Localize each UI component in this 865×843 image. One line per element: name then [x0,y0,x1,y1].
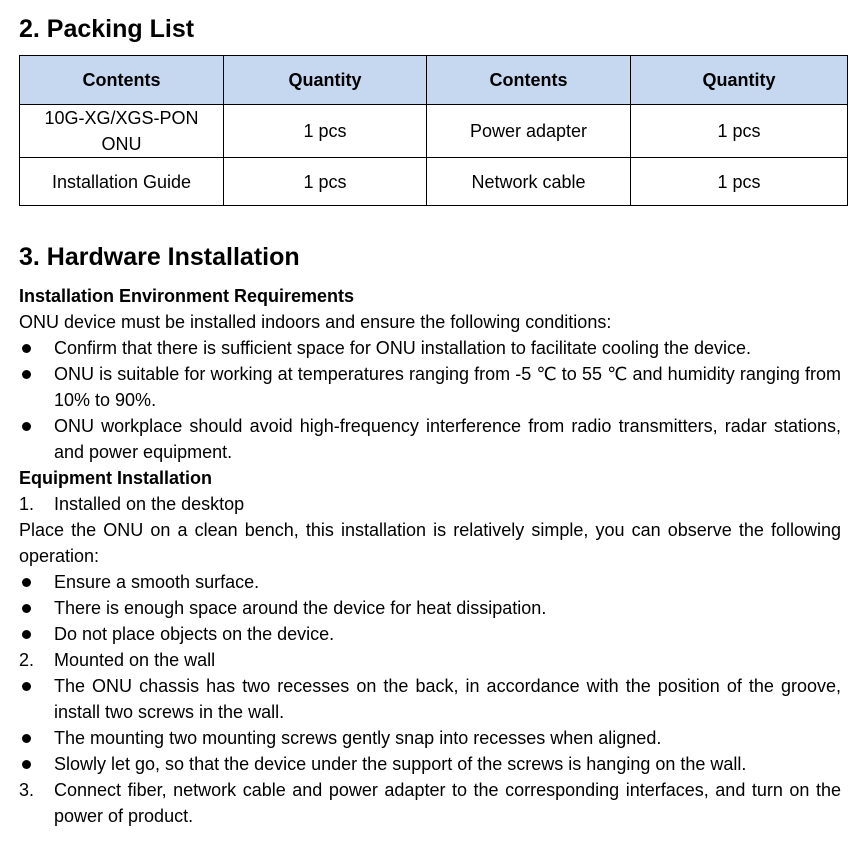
bullet-icon [22,344,31,353]
list-item [19,595,841,621]
packing-table [19,55,848,206]
bullet-icon [22,760,31,769]
list-item-text: Slowly let go, so that the device under the support of the screws is hanging on the wall. [54,754,747,774]
packing-list-title: 2. Packing List [19,15,195,43]
list-item-text: The mounting two mounting screws gently snap into recesses when aligned. [54,728,662,748]
header-contents-1: Contents [20,56,224,105]
list-item-text: There is enough space around the device for heat dissipation. [54,598,547,618]
numbered-step [19,491,841,517]
env-intro: ONU device must be installed indoors and ensure the following conditions: [19,312,612,332]
bullet-icon [22,422,31,431]
list-item-text: ONU workplace should avoid high-frequency interference from radio transmitters, radar stations, and power equipment. [54,416,841,462]
table-cell: Power adapter [427,105,631,158]
list-item-text: ONU is suitable for working at temperatures ranging from -5 ℃ to 55 ℃ and humidity ranging from 10% to 90%. [54,364,841,410]
bullet-icon [22,370,31,379]
hardware-content [19,283,841,829]
list-item-text: The ONU chassis has two recesses on the back, in accordance with the position of the groove, install two screws in the wall. [54,676,841,722]
table-cell: 10G-XG/XGS-PON ONU [20,105,224,158]
step-text: Connect fiber, network cable and power adapter to the corresponding interfaces, and turn on the power of product. [54,780,841,826]
table-cell: Installation Guide [20,158,224,206]
step-number: 3. [19,780,35,800]
table-cell: Network cable [427,158,631,206]
list-item [19,725,841,751]
env-requirements-heading: Installation Environment Requirements [19,286,355,306]
list-item [19,751,841,777]
equipment-installation-heading: Equipment Installation [19,468,213,488]
numbered-step [19,777,841,829]
numbered-step [19,647,841,673]
list-item [19,673,841,725]
table-row [20,158,848,206]
list-item [19,621,841,647]
table-cell: 1 pcs [224,158,427,206]
step1-description: Place the ONU on a clean bench, this installation is relatively simple, you can observe the following operation: [19,520,841,566]
list-item-text: Do not place objects on the device. [54,624,335,644]
list-item [19,361,841,413]
table-row [20,105,848,158]
bullet-icon [22,682,31,691]
table-header-row [20,56,848,105]
header-contents-2: Contents [427,56,631,105]
step-text: Mounted on the wall [54,650,216,670]
list-item-text: Confirm that there is sufficient space for ONU installation to facilitate cooling the device. [54,338,752,358]
table-cell: 1 pcs [631,158,848,206]
table-cell: 1 pcs [224,105,427,158]
step-number: 2. [19,650,35,670]
list-item-text: Ensure a smooth surface. [54,572,260,592]
bullet-icon [22,578,31,587]
step-number: 1. [19,494,35,514]
header-quantity-1: Quantity [224,56,427,105]
bullet-icon [22,630,31,639]
table-cell: 1 pcs [631,105,848,158]
hardware-installation-title: 3. Hardware Installation [19,243,300,271]
bullet-icon [22,604,31,613]
list-item [19,413,841,465]
bullet-icon [22,734,31,743]
header-quantity-2: Quantity [631,56,848,105]
step-text: Installed on the desktop [54,494,245,514]
list-item [19,335,841,361]
list-item [19,569,841,595]
